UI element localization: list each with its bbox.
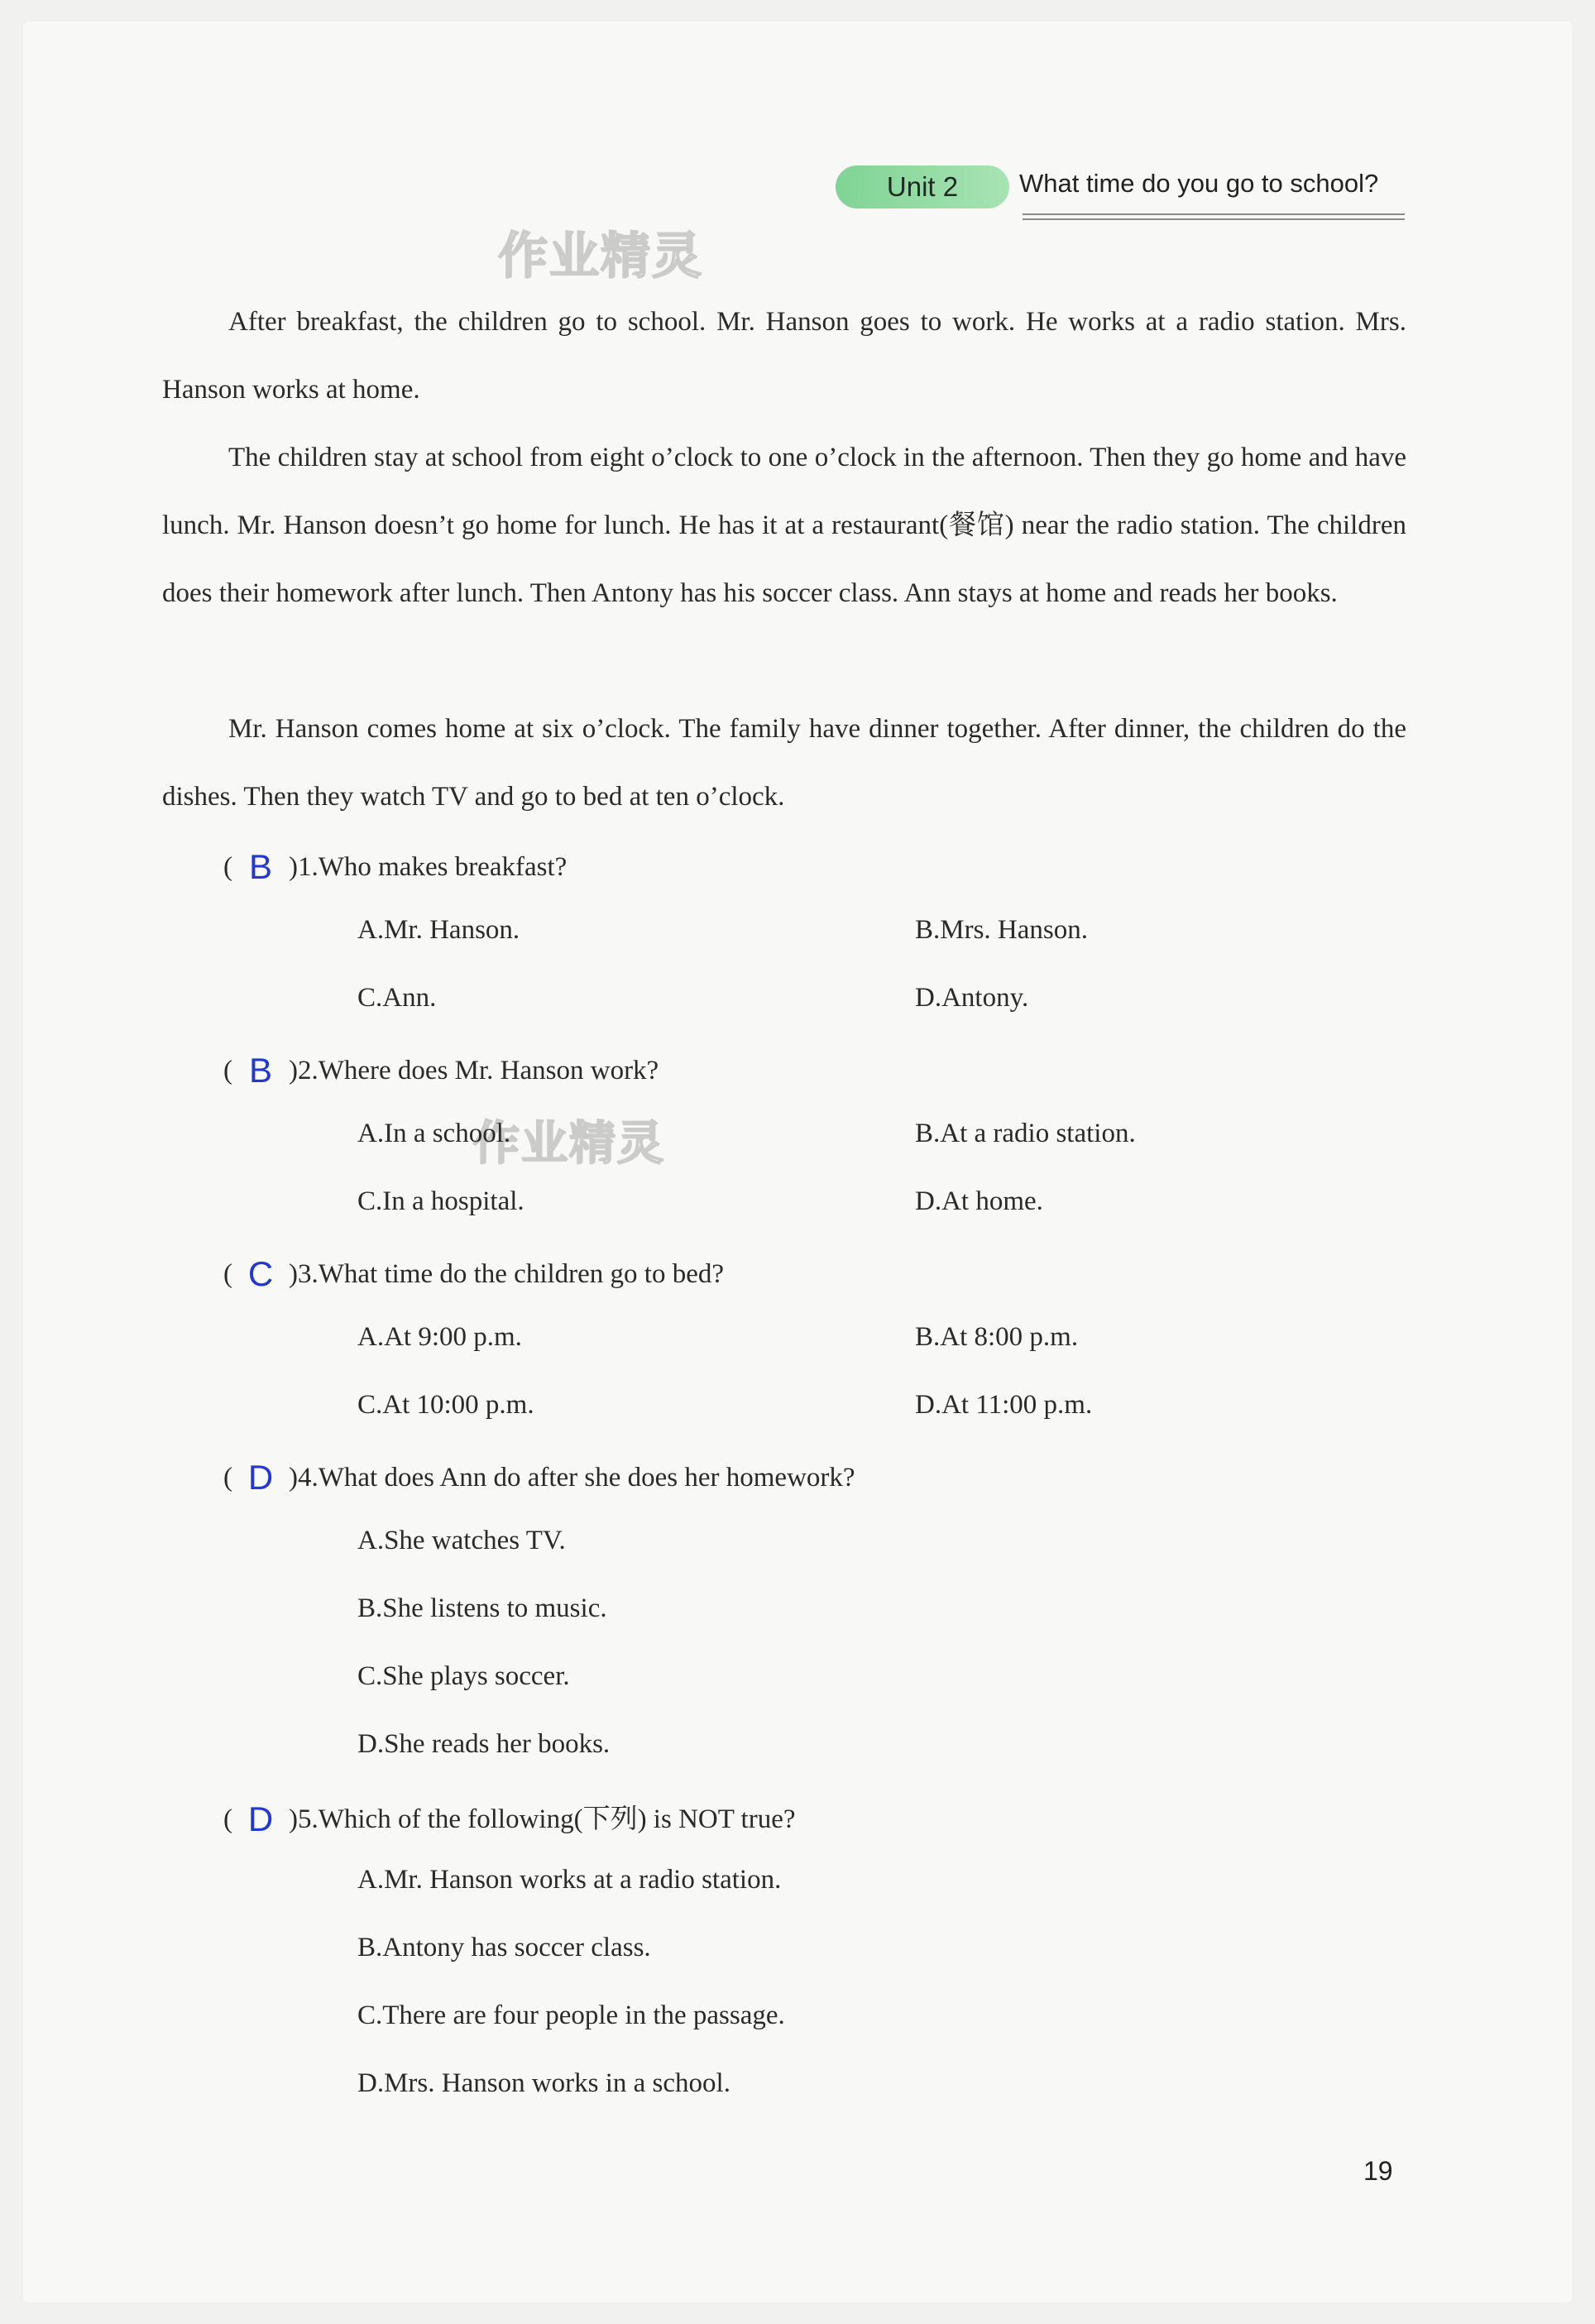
header-rule-top	[1023, 213, 1405, 215]
question-2: ( B )2.Where does Mr. Hanson work?	[223, 1051, 659, 1090]
q4-option-a: A.She watches TV.	[357, 1526, 566, 1555]
answer-4: D	[247, 1458, 274, 1497]
q5-option-a: A.Mr. Hanson works at a radio station.	[357, 1865, 782, 1895]
question-4: ( D )4.What does Ann do after she does her homework?	[223, 1458, 855, 1497]
answer-5: D	[247, 1799, 274, 1838]
question-3: ( C )3.What time do the children go to bed?	[223, 1254, 725, 1293]
header-rule-bottom	[1023, 218, 1405, 220]
answer-1: B	[248, 847, 272, 886]
q5-option-b: B.Antony has soccer class.	[357, 1933, 651, 1962]
answer-2: B	[248, 1051, 272, 1090]
q2-option-b: B.At a radio station.	[915, 1119, 1136, 1148]
q2-option-a: A.In a school.	[357, 1119, 511, 1148]
q3-option-a: A.At 9:00 p.m.	[357, 1322, 522, 1352]
q4-option-d: D.She reads her books.	[357, 1729, 611, 1759]
q1-option-d: D.Antony.	[915, 983, 1029, 1013]
q3-option-b: B.At 8:00 p.m.	[915, 1322, 1079, 1352]
unit-badge: Unit 2	[836, 165, 1009, 208]
passage-paragraph-3: Mr. Hanson comes home at six o’clock. The family have dinner together. After dinner, the children do the dishes. Then they watch TV and go to bed at ten o’clock.	[162, 714, 1406, 812]
question-4-text: )4.What does Ann do after she does her homework?	[289, 1463, 855, 1493]
q4-option-b: B.She listens to music.	[357, 1593, 607, 1623]
q1-option-c: C.Ann.	[357, 983, 437, 1013]
q2-option-c: C.In a hospital.	[357, 1186, 524, 1216]
q3-option-d: D.At 11:00 p.m.	[915, 1390, 1093, 1420]
q5-option-d: D.Mrs. Hanson works in a school.	[357, 2068, 730, 2098]
q3-option-c: C.At 10:00 p.m.	[357, 1390, 534, 1420]
passage-paragraph-2: The children stay at school from eight o’clock to one o’clock in the afternoon. Then they go home and have lunch. Mr. Hanson doesn’t go home for lunch. He has it at a restaurant(餐馆) near the radio station. The children does their homework after lunch. Then Antony has his soccer class. Ann stays at home and reads her books.	[162, 443, 1406, 608]
q2-option-d: D.At home.	[915, 1186, 1043, 1216]
question-2-text: )2.Where does Mr. Hanson work?	[289, 1056, 659, 1085]
question-5-text: )5.Which of the following(下列) is NOT true?	[289, 1804, 796, 1834]
q4-option-c: C.She plays soccer.	[357, 1661, 570, 1691]
q1-option-a: A.Mr. Hanson.	[357, 915, 520, 945]
unit-title: What time do you go to school?	[1019, 169, 1379, 198]
unit-header	[836, 164, 1406, 222]
q1-option-b: B.Mrs. Hanson.	[915, 915, 1089, 945]
answer-3: C	[247, 1254, 274, 1293]
watermark: 作业精灵	[498, 228, 703, 285]
watermark-option: 作业精灵	[473, 1117, 665, 1171]
page-number: 19	[1363, 2156, 1393, 2186]
question-1: ( B )1.Who makes breakfast?	[223, 847, 568, 886]
passage-paragraph-1: After breakfast, the children go to school. Mr. Hanson goes to work. He works at a radio station. Mrs. Hanson works at home.	[162, 307, 1406, 405]
question-3-text: )3.What time do the children go to bed?	[289, 1259, 725, 1289]
question-5: ( D )5.Which of the following(下列) is NOT true?	[223, 1799, 796, 1838]
q5-option-c: C.There are four people in the passage.	[357, 2001, 785, 2030]
question-1-text: )1.Who makes breakfast?	[289, 852, 568, 882]
